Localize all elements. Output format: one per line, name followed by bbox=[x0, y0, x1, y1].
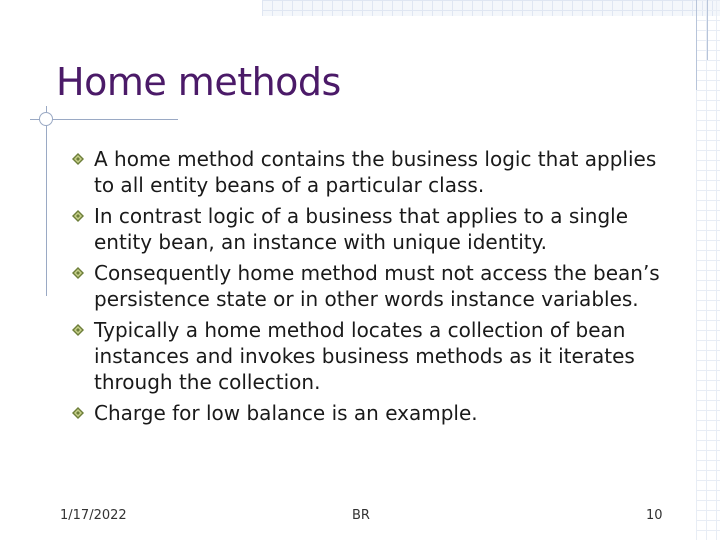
footer-date: 1/17/2022 bbox=[60, 508, 127, 523]
decorative-line bbox=[707, 0, 708, 60]
title-vertical-line bbox=[46, 106, 47, 296]
bullet-text: Typically a home method locates a collection of bean instances and invokes business methods as it iterates through the collection. bbox=[94, 318, 635, 394]
bullet-item bbox=[72, 260, 672, 312]
decorative-grid bbox=[262, 0, 720, 16]
decorative-line bbox=[696, 0, 697, 90]
bullet-text: In contrast logic of a business that applies to a single entity bean, an instance with unique identity. bbox=[94, 204, 629, 254]
diamond-bullet-icon bbox=[72, 407, 84, 419]
bullet-item bbox=[72, 317, 672, 395]
bullet-text: A home method contains the business logic that applies to all entity beans of a particular class. bbox=[94, 147, 657, 197]
diamond-bullet-icon bbox=[72, 267, 84, 279]
slide-title: Home methods bbox=[56, 60, 341, 104]
bullet-list bbox=[72, 146, 672, 426]
bullet-text: Consequently home method must not access the bean’s persistence state or in other words instance variables. bbox=[94, 261, 660, 311]
footer-author: BR bbox=[352, 508, 370, 523]
page-number: 10 bbox=[646, 508, 663, 523]
diamond-bullet-icon bbox=[72, 324, 84, 336]
bullet-item bbox=[72, 203, 672, 255]
diamond-bullet-icon bbox=[72, 153, 84, 165]
bullet-text: Charge for low balance is an example. bbox=[94, 401, 478, 425]
bullet-item bbox=[72, 400, 672, 426]
bullet-item bbox=[72, 146, 672, 198]
title-ring-ornament bbox=[39, 112, 53, 126]
decorative-grid-right bbox=[696, 0, 720, 540]
diamond-bullet-icon bbox=[72, 210, 84, 222]
